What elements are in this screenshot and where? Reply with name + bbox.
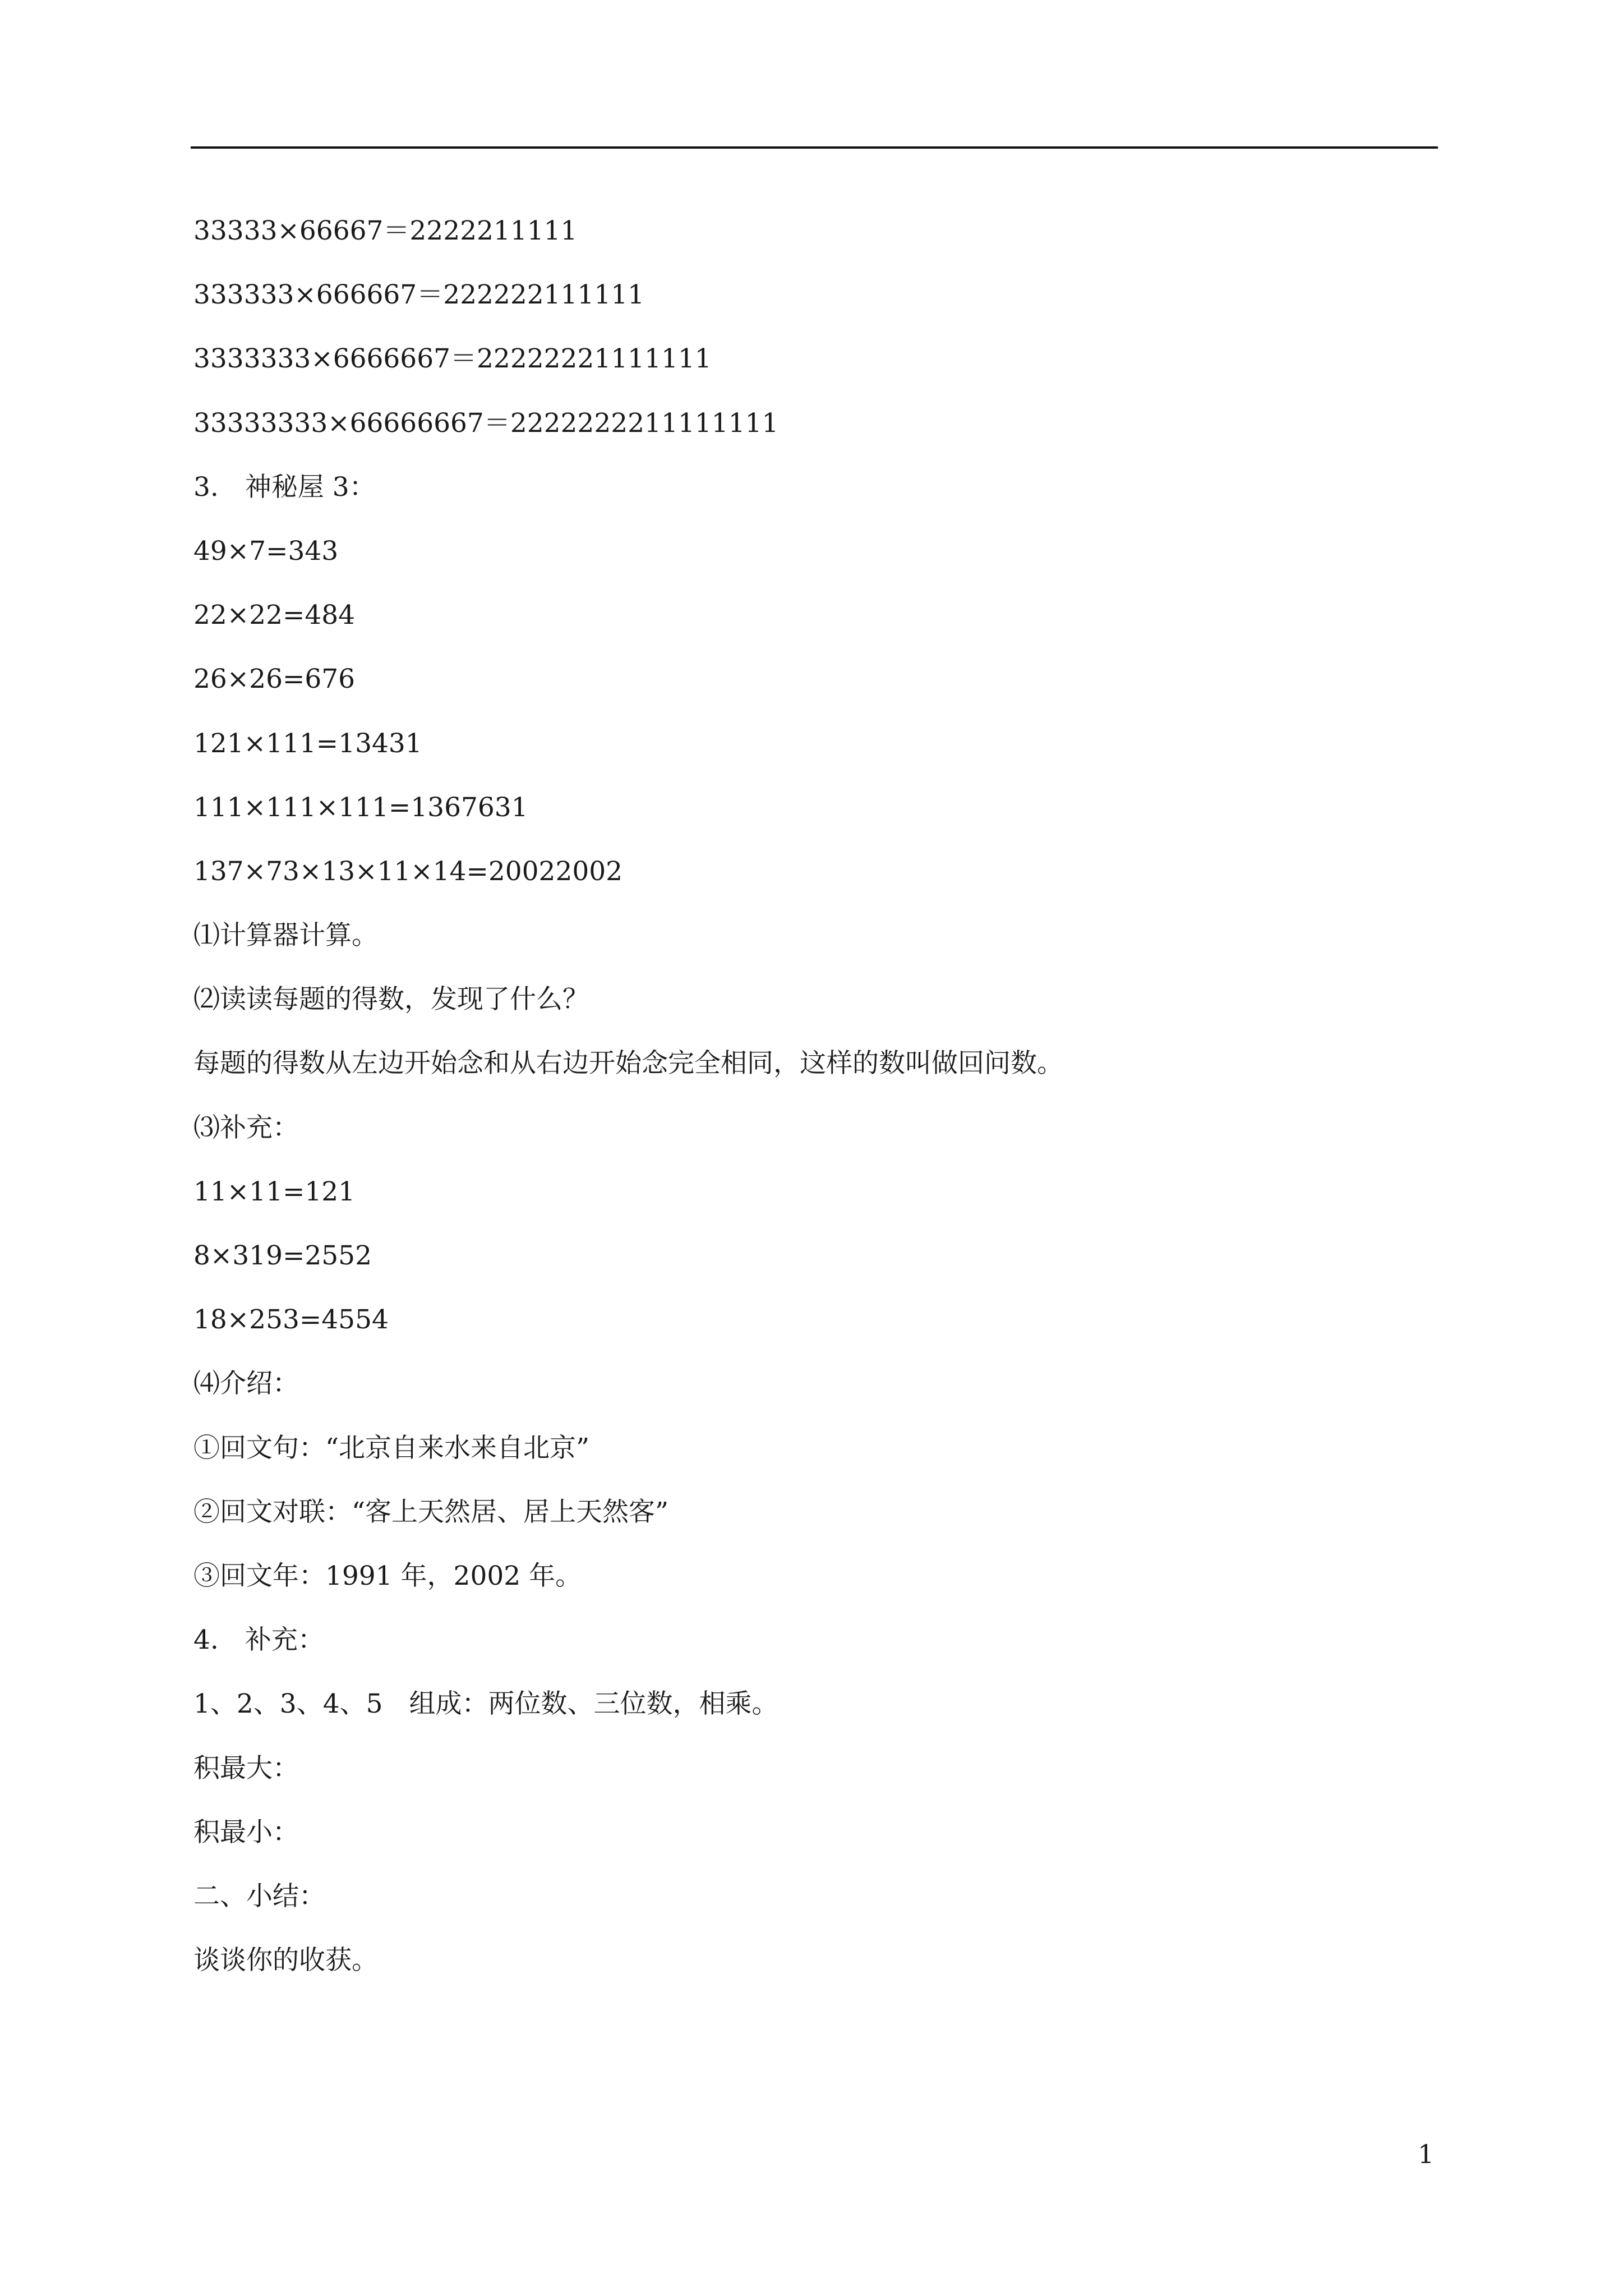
text-line: 33333333×66666667＝2222222211111111 [193, 407, 779, 439]
text-line: 1、2、3、4、5 组成：两位数、三位数，相乘。 [193, 1688, 778, 1720]
text-line: 3333333×6666667＝22222221111111 [193, 343, 712, 375]
text-line: 49×7=343 [193, 535, 339, 567]
text-line: 137×73×13×11×14=20022002 [193, 855, 623, 887]
text-line: 11×11=121 [193, 1176, 356, 1207]
text-line: 22×22=484 [193, 600, 356, 631]
text-line: 积最小： [193, 1816, 299, 1848]
text-line: ①回文句：“北京自来水来自北京” [193, 1432, 590, 1464]
text-line: ⑷介绍： [193, 1368, 299, 1400]
text-line: ②回文对联：“客上天然居、居上天然客” [193, 1496, 669, 1527]
text-line: 8×319=2552 [193, 1240, 372, 1271]
text-line: 121×111=13431 [193, 728, 422, 759]
text-line: 谈谈你的收获。 [193, 1945, 378, 1976]
text-line: 每题的得数从左边开始念和从右边开始念完全相同，这样的数叫做回问数。 [193, 1048, 1063, 1079]
section-heading: 二、小结： [193, 1880, 325, 1912]
page-number: 1 [1418, 2139, 1435, 2169]
section-heading: 3. 神秘屋 3： [193, 471, 376, 503]
text-line: ③回文年：1991 年，2002 年。 [193, 1560, 582, 1591]
text-line: 333333×666667＝222222111111 [193, 279, 645, 311]
text-line: ⑴计算器计算。 [193, 920, 378, 951]
header-rule [191, 146, 1438, 149]
document-body [193, 208, 1427, 2001]
text-line: ⑵读读每题的得数，发现了什么？ [193, 984, 589, 1015]
text-line: 111×111×111=1367631 [193, 792, 528, 823]
text-line: 积最大： [193, 1752, 299, 1784]
text-line: 26×26=676 [193, 664, 356, 695]
text-line: 18×253=4554 [193, 1304, 389, 1336]
section-heading: 4. 补充： [193, 1625, 324, 1656]
text-line: ⑶补充： [193, 1112, 299, 1143]
text-line: 33333×66667＝2222211111 [193, 215, 578, 246]
